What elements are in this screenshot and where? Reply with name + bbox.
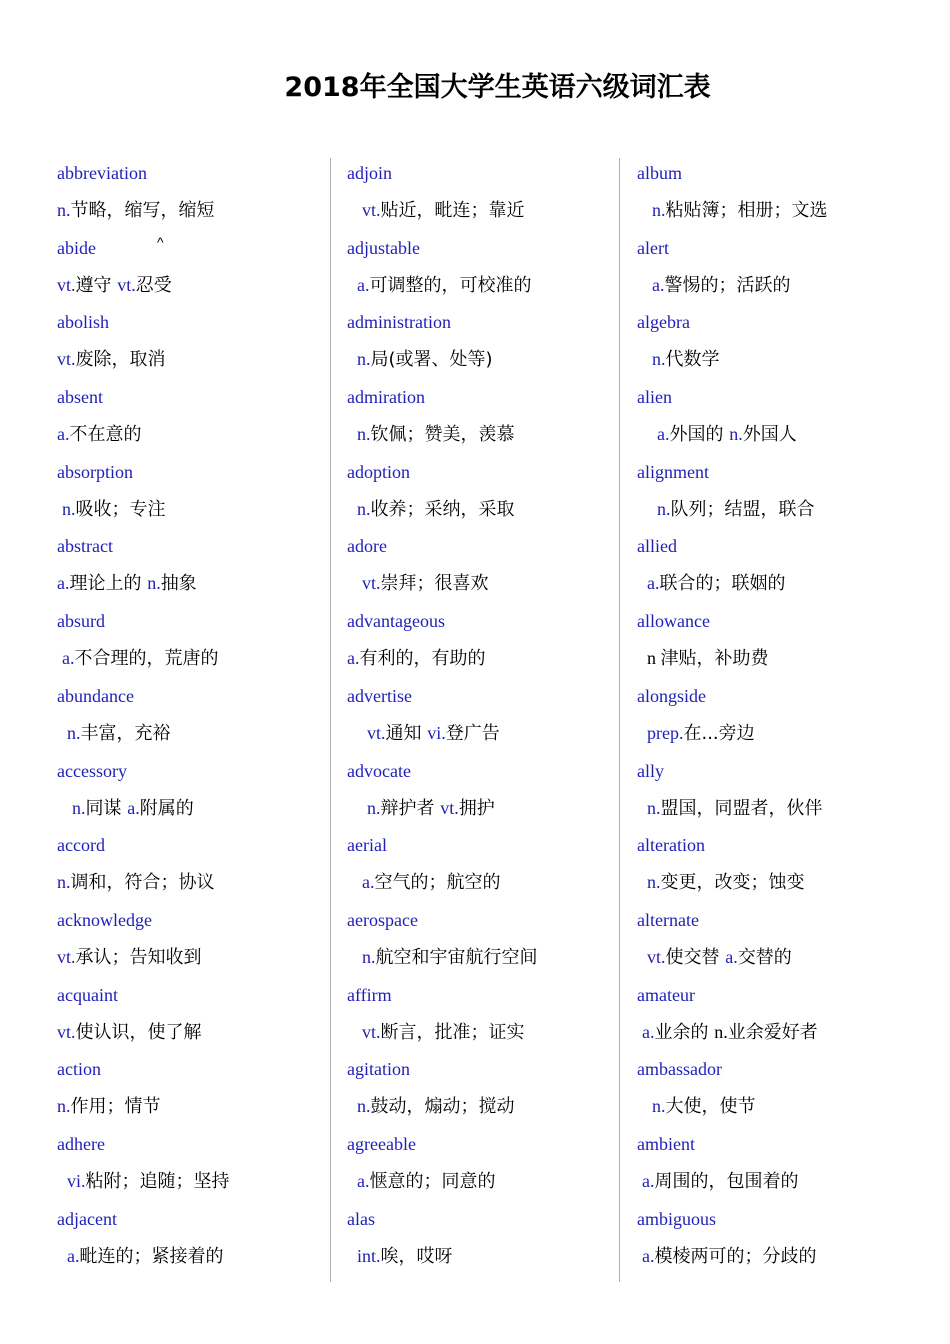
vocab-entry: [347, 977, 622, 1052]
meaning-text: 节略，缩写，缩短: [70, 200, 215, 221]
meaning-text: 使交替: [665, 946, 726, 968]
vocab-word: [57, 827, 332, 864]
vocab-word: [637, 603, 912, 640]
meaning-text: 收养；采纳，采取: [370, 498, 515, 520]
vocab-word-text: admiration: [347, 387, 425, 408]
meaning-text: 大使，使节: [665, 1096, 756, 1118]
vocab-word: [347, 827, 622, 864]
vocab-word: [637, 1126, 912, 1163]
vocab-definition: [57, 1163, 332, 1200]
vocab-definition: [637, 864, 912, 901]
vocab-word-text: alongside: [637, 685, 706, 706]
vocab-word: [637, 230, 912, 267]
part-of-speech: a.: [725, 946, 738, 967]
vocab-word: [347, 753, 622, 790]
vocab-word: [637, 1201, 912, 1238]
part-of-speech: vt.: [57, 349, 76, 370]
meaning-text: 丰富，充裕: [80, 722, 171, 744]
part-of-speech: n.: [652, 349, 666, 370]
vocab-definition: [637, 565, 912, 602]
vocab-word: [347, 603, 622, 640]
meaning-text: 盟国，同盟者，伙伴: [660, 797, 823, 819]
vocab-word-text: alignment: [637, 461, 709, 482]
vocab-entry: [347, 1126, 622, 1201]
part-of-speech: a.: [57, 424, 70, 445]
vocab-entry: [637, 230, 912, 305]
meaning-text: 通知: [385, 722, 428, 744]
vocab-entry: [637, 454, 912, 529]
vocab-word: [637, 902, 912, 939]
vocab-definition: [347, 1088, 622, 1125]
part-of-speech: a.: [357, 1170, 370, 1191]
vocab-definition: [57, 640, 332, 677]
vocab-word: [637, 977, 912, 1014]
vocab-entry: [57, 230, 332, 305]
vocab-entry: [637, 603, 912, 678]
vocab-definition: [347, 565, 622, 602]
vocab-definition: [637, 715, 912, 752]
part-of-speech: n.: [72, 797, 86, 818]
part-of-speech: n.: [647, 872, 661, 893]
meaning-text: 同谋: [85, 797, 128, 819]
vocab-word: [347, 1051, 622, 1088]
part-of-speech: vt.: [647, 946, 666, 967]
vocab-definition: [347, 491, 622, 528]
part-of-speech: n.: [147, 573, 161, 594]
part-of-speech: n.: [652, 200, 666, 220]
vocab-definition: [637, 640, 912, 677]
vocab-word: [57, 603, 332, 640]
meaning-text: 局(或署、处等): [370, 349, 493, 371]
part-of-speech: n.: [357, 349, 371, 370]
vocab-word: [57, 1126, 332, 1163]
meaning-text: 钦佩；赞美，羡慕: [370, 424, 515, 446]
part-of-speech: n.: [362, 946, 376, 967]
vocab-definition: [57, 1238, 332, 1275]
meaning-text: 联合的；联姻的: [659, 573, 786, 595]
vocab-word: [57, 1201, 332, 1238]
vocab-definition: [347, 864, 622, 901]
vocab-word: [347, 977, 622, 1014]
vocab-word: [347, 454, 622, 491]
vocab-definition: [57, 790, 332, 827]
vocab-word: [347, 902, 622, 939]
meaning-text: 断言，批准；证实: [380, 1021, 525, 1043]
vocab-definition: [637, 192, 912, 229]
vocab-word: [637, 454, 912, 491]
meaning-text: 废除，取消: [75, 349, 166, 371]
vocab-word-text: advertise: [347, 685, 412, 706]
vocab-word-text: allowance: [637, 611, 710, 632]
vocab-entry: [637, 753, 912, 828]
part-of-speech: n.: [714, 1021, 728, 1042]
vocab-word-text: alien: [637, 387, 672, 408]
meaning-text: 使认识，使了解: [75, 1021, 202, 1043]
vocab-word-text: abide: [57, 237, 96, 258]
vocab-entry: [347, 454, 622, 529]
vocab-column: [347, 155, 622, 1275]
vocab-word-text: adjacent: [57, 1208, 117, 1229]
vocab-column: [57, 155, 332, 1275]
vocab-definition: [57, 341, 332, 378]
vocab-entry: [57, 528, 332, 603]
vocab-entry: [57, 603, 332, 678]
meaning-text: 有利的，有助的: [359, 648, 486, 670]
vocab-word-text: abolish: [57, 312, 109, 333]
vocab-word-text: action: [57, 1059, 101, 1080]
vocab-entry: [637, 1201, 912, 1276]
vocab-word-text: ambient: [637, 1133, 695, 1154]
vocab-word-text: adjoin: [347, 163, 392, 183]
vocab-definition: [347, 939, 622, 976]
vocab-entry: [637, 379, 912, 454]
vocab-definition: [637, 341, 912, 378]
meaning-text: 空气的；航空的: [374, 872, 501, 894]
part-of-speech: a.: [652, 274, 665, 295]
vocab-entry: [347, 155, 622, 230]
part-of-speech: n.: [729, 424, 743, 445]
vocab-definition: [57, 192, 332, 229]
vocab-entry: [57, 379, 332, 454]
vocab-word: [637, 528, 912, 565]
vocab-entry: [57, 454, 332, 529]
part-of-speech: a.: [647, 573, 660, 594]
vocab-word-text: absent: [57, 387, 103, 408]
part-of-speech: vt.: [57, 946, 76, 967]
vocab-word: [347, 155, 622, 192]
vocab-definition: [347, 790, 622, 827]
vocab-word: [637, 1051, 912, 1088]
vocab-word: [637, 678, 912, 715]
part-of-speech: vi.: [427, 722, 446, 743]
vocab-word-text: allied: [637, 536, 677, 557]
vocab-word: [57, 977, 332, 1014]
part-of-speech: a.: [657, 424, 670, 445]
part-of-speech: int.: [357, 1245, 381, 1266]
meaning-text: 吸收；专注: [75, 498, 166, 520]
vocab-word-text: alternate: [637, 909, 699, 930]
vocab-definition: [347, 715, 622, 752]
vocab-word-text: agreeable: [347, 1133, 416, 1154]
vocab-word-text: advantageous: [347, 611, 445, 632]
meaning-text: 辩护者: [380, 797, 441, 819]
vocab-entry: [347, 603, 622, 678]
vocab-entry: [347, 528, 622, 603]
meaning-text: 惬意的；同意的: [369, 1170, 496, 1192]
vocab-word-text: alert: [637, 237, 669, 258]
vocab-word-text: adhere: [57, 1133, 105, 1154]
vocab-definition: [57, 565, 332, 602]
vocab-entry: [347, 230, 622, 305]
meaning-text: 交替的: [737, 946, 792, 968]
vocab-entry: [637, 902, 912, 977]
meaning-text: 周围的，包围着的: [654, 1170, 799, 1192]
vocab-word-text: acknowledge: [57, 909, 152, 930]
vocab-entry: [57, 827, 332, 902]
meaning-text: 不合理的，荒唐的: [74, 648, 219, 670]
vocab-definition: [57, 491, 332, 528]
part-of-speech: n.: [62, 498, 76, 519]
meaning-text: 可调整的，可校准的: [369, 274, 532, 296]
vocab-word-text: alteration: [637, 835, 705, 856]
meaning-text: 业余爱好者: [727, 1021, 818, 1043]
vocab-entry: [347, 1201, 622, 1276]
vocab-word: [57, 454, 332, 491]
vocab-word: [57, 902, 332, 939]
vocab-definition: [57, 864, 332, 901]
vocab-word: [637, 753, 912, 790]
part-of-speech: vt.: [57, 274, 76, 295]
vocab-definition: [347, 1014, 622, 1051]
meaning-text: 唉，哎呀: [380, 1245, 453, 1267]
part-of-speech: vt.: [362, 200, 381, 220]
vocab-definition: [57, 416, 332, 453]
vocab-word-text: affirm: [347, 984, 392, 1005]
meaning-text: 粘贴簿；相册；文选: [665, 200, 828, 221]
vocab-entry: [637, 528, 912, 603]
vocab-word: [347, 528, 622, 565]
vocab-entry: [637, 1051, 912, 1126]
meaning-text: 贴近，毗连；靠近: [380, 200, 525, 221]
vocab-entry: [637, 304, 912, 379]
part-of-speech: a.: [127, 797, 140, 818]
vocab-word: [347, 1126, 622, 1163]
meaning-text: 变更，改变；蚀变: [660, 872, 805, 894]
vocab-entry: [57, 678, 332, 753]
vocab-entry: [57, 902, 332, 977]
meaning-text: 航空和宇宙航行空间: [375, 946, 538, 968]
part-of-speech: n.: [57, 872, 71, 893]
vocab-definition: [347, 640, 622, 677]
vocab-word-text: aerial: [347, 835, 387, 856]
meaning-text: 粘附；追随；坚持: [85, 1170, 230, 1192]
part-of-speech: a.: [642, 1021, 655, 1042]
vocab-entry: [347, 379, 622, 454]
vocab-word: [57, 753, 332, 790]
vocab-word-text: amateur: [637, 984, 695, 1005]
vocab-entry: [57, 1126, 332, 1201]
vocab-definition: [637, 416, 912, 453]
part-of-speech: n.: [652, 1096, 666, 1117]
part-of-speech: n.: [357, 1096, 371, 1117]
meaning-text: 作用；情节: [70, 1096, 161, 1118]
vocab-definition: [57, 1014, 332, 1051]
vocab-definition: [347, 341, 622, 378]
meaning-text: 在...旁边: [683, 722, 755, 744]
vocab-word-text: ambassador: [637, 1059, 722, 1080]
vocab-definition: [57, 939, 332, 976]
part-of-speech: vt.: [57, 1021, 76, 1042]
vocab-word-text: aerospace: [347, 909, 418, 930]
vocab-column: [637, 155, 912, 1275]
vocab-word: [347, 304, 622, 341]
vocab-entry: [637, 827, 912, 902]
part-of-speech: n.: [657, 498, 671, 519]
vocab-definition: [347, 267, 622, 304]
part-of-speech: a.: [67, 1245, 80, 1266]
part-of-speech: a.: [362, 872, 375, 893]
meaning-text: 抽象: [160, 573, 197, 595]
part-of-speech: vt.: [362, 1021, 381, 1042]
vocab-entry: [637, 678, 912, 753]
meaning-text: 登广告: [445, 722, 500, 744]
meaning-text: 不在意的: [69, 424, 142, 446]
vocab-word: [57, 1051, 332, 1088]
vocab-word-text: absurd: [57, 611, 105, 632]
vocab-definition: [637, 267, 912, 304]
meaning-text: 附属的: [139, 797, 194, 819]
meaning-text: 业余的: [654, 1021, 715, 1043]
part-of-speech: vt.: [367, 722, 386, 743]
vocab-word-text: abbreviation: [57, 163, 147, 183]
part-of-speech: a.: [357, 274, 370, 295]
part-of-speech: n.: [357, 498, 371, 519]
vocab-word: [347, 1201, 622, 1238]
vocab-word: [347, 379, 622, 416]
vocab-word: [347, 678, 622, 715]
meaning-text: 队列；结盟，联合: [670, 498, 815, 520]
meaning-text: 崇拜；很喜欢: [380, 573, 489, 595]
vocab-word-text: adore: [347, 536, 387, 557]
part-of-speech: vt.: [362, 573, 381, 594]
vocab-entry: [57, 1051, 332, 1126]
vocab-word-text: algebra: [637, 312, 690, 333]
vocab-word-text: album: [637, 163, 682, 183]
meaning-text: 模棱两可的；分歧的: [654, 1245, 817, 1267]
meaning-text: 毗连的；紧接着的: [79, 1245, 224, 1267]
vocab-entry: [57, 304, 332, 379]
vocab-word: [57, 155, 332, 192]
vocab-word-text: administration: [347, 312, 451, 333]
part-of-speech: n.: [67, 722, 81, 743]
part-of-speech: a.: [347, 648, 360, 669]
meaning-text: 外国的: [669, 424, 730, 446]
vocab-entry: [347, 902, 622, 977]
part-of-speech: vt.: [440, 797, 459, 818]
vocab-definition: [347, 416, 622, 453]
vocab-definition: [57, 267, 332, 304]
vocab-entry: [637, 155, 912, 230]
part-of-speech: a.: [642, 1245, 655, 1266]
vocab-word: [57, 230, 332, 267]
vocab-word-text: absorption: [57, 461, 133, 482]
vocab-definition: [637, 1163, 912, 1200]
vocab-entry: [347, 678, 622, 753]
meaning-text: 拥护: [458, 797, 495, 819]
vocab-word: [57, 304, 332, 341]
vocab-word-text: ally: [637, 760, 664, 781]
vocab-word-text: alas: [347, 1208, 375, 1229]
vocab-word-text: accessory: [57, 760, 127, 781]
vocab-definition: [347, 1163, 622, 1200]
vocab-word: [637, 304, 912, 341]
vocab-word: [637, 155, 912, 192]
part-of-speech: n.: [57, 200, 71, 220]
caret-mark: ^: [157, 233, 164, 250]
vocab-definition: [347, 192, 622, 229]
meaning-text: 鼓动，煽动；搅动: [370, 1096, 515, 1118]
vocab-entry: [347, 1051, 622, 1126]
vocab-entry: [637, 977, 912, 1052]
page-title: 2018年全国大学生英语六级词汇表: [284, 72, 711, 103]
vocab-word-text: ambiguous: [637, 1208, 716, 1229]
vocab-definition: [637, 1088, 912, 1125]
vocab-definition: [637, 491, 912, 528]
vocab-entry: [347, 753, 622, 828]
part-of-speech: a.: [62, 648, 75, 669]
vocab-word-text: acquaint: [57, 984, 118, 1005]
vocab-definition: [637, 790, 912, 827]
meaning-text: 代数学: [665, 349, 720, 371]
meaning-text: 调和，符合；协议: [70, 872, 215, 894]
vocab-word: [57, 528, 332, 565]
part-of-speech: prep.: [647, 722, 684, 743]
meaning-text: 理论上的: [69, 573, 148, 595]
meaning-text: 承认；告知收到: [75, 946, 202, 968]
part-of-speech: n.: [357, 424, 371, 445]
meaning-text: 遵守: [75, 274, 118, 296]
vocab-word-text: advocate: [347, 760, 411, 781]
vocab-word-text: adoption: [347, 461, 410, 482]
vocab-entry: [347, 827, 622, 902]
vocab-definition: [637, 1238, 912, 1275]
part-of-speech: n.: [57, 1096, 71, 1117]
vocab-word: [347, 230, 622, 267]
part-of-speech: n: [647, 648, 661, 669]
part-of-speech: a.: [642, 1170, 655, 1191]
vocab-word-text: abstract: [57, 536, 113, 557]
vocab-entry: [57, 977, 332, 1052]
vocab-entry: [347, 304, 622, 379]
part-of-speech: n.: [367, 797, 381, 818]
part-of-speech: a.: [57, 573, 70, 594]
vocab-entry: [57, 155, 332, 230]
meaning-text: 津贴，补助费: [660, 648, 769, 670]
vocab-definition: [637, 1014, 912, 1051]
vocab-entry: [637, 1126, 912, 1201]
meaning-text: 忍受: [135, 274, 172, 296]
vocab-definition: [637, 939, 912, 976]
meaning-text: 外国人: [742, 424, 797, 446]
vocab-word-text: accord: [57, 835, 105, 856]
part-of-speech: vi.: [67, 1170, 86, 1191]
vocab-word: [637, 379, 912, 416]
vocab-word-text: agitation: [347, 1059, 410, 1080]
vocab-definition: [57, 715, 332, 752]
part-of-speech: n.: [647, 797, 661, 818]
vocab-word: [637, 827, 912, 864]
vocab-word: [57, 379, 332, 416]
meaning-text: 警惕的；活跃的: [664, 274, 791, 296]
vocab-word-text: adjustable: [347, 237, 420, 258]
vocab-word-text: abundance: [57, 685, 134, 706]
vocab-word: [57, 678, 332, 715]
vocab-definition: [347, 1238, 622, 1275]
part-of-speech: vt.: [117, 274, 136, 295]
vocab-entry: [57, 1201, 332, 1276]
vocab-entry: [57, 753, 332, 828]
vocab-definition: [57, 1088, 332, 1125]
